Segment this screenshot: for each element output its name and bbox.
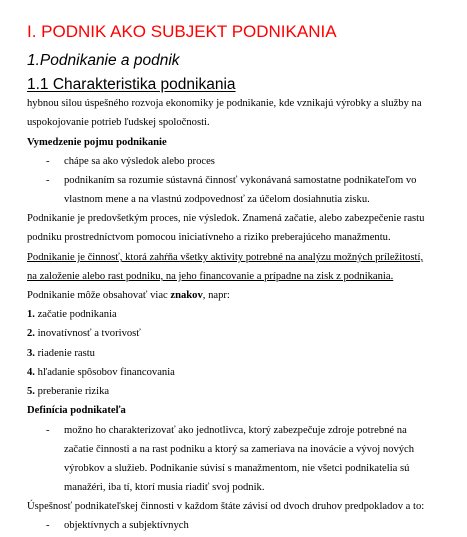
- definicia-heading: Definícia podnikateľa: [27, 405, 126, 416]
- znak-item: 3. riadenie rastu: [27, 348, 95, 359]
- vymedzenie-heading: Vymedzenie pojmu podnikanie: [27, 137, 167, 148]
- definicia-line-2: začatie činnosti a na rast podniku a ktorý sa zameriava na inovácie a vývoj nových: [64, 444, 415, 455]
- znak-item: 5. preberanie rizika: [27, 386, 110, 397]
- proces-line-1: Podnikanie je predovšetkým proces, nie výsledok. Znamená začatie, alebo zabezpečenie rastu: [27, 213, 425, 224]
- bullet-dash: -: [46, 175, 50, 186]
- definicia-line-3: výrobkov a služieb. Podnikanie súvisí s manažmentom, nie všetci podnikatelia sú: [64, 463, 410, 474]
- heading-chapter: I. PODNIK AKO SUBJEKT PODNIKANIA: [27, 22, 337, 41]
- znak-item: 4. hľadanie spôsobov financovania: [27, 367, 175, 378]
- cinnost-line-2: na založenie alebo rast podniku, na jeho financovanie a prípadne na zisk z podnikania.: [27, 271, 394, 282]
- znakov-prefix: Podnikanie môže obsahovať viac: [27, 290, 171, 301]
- vymedzenie-item-2-line-1: podnikaním sa rozumie sústavná činnosť vykonávaná samostatne podnikateľom vo: [64, 175, 417, 186]
- znak-item: 2. inovatívnosť a tvorivosť: [27, 328, 141, 339]
- proces-line-2: podniku prostredníctvom pomocou iniciatívneho a riziko preberajúceho manažmentu.: [27, 232, 391, 243]
- znak-item: 1. začatie podnikania: [27, 309, 117, 320]
- bullet-dash: -: [46, 156, 50, 167]
- definicia-line-4: manažéri, iba tí, ktorí musia riadiť svoj podnik.: [64, 482, 265, 493]
- cinnost-line-1: Podnikanie je činnosť, ktorá zahŕňa všetky aktivity potrebné na analýzu možných príležitostí,: [27, 252, 424, 263]
- definicia-line-1: možno ho charakterizovať ako jednotlivca, ktorý zabezpečuje zdroje potrebné na: [64, 425, 407, 436]
- bullet-dash: -: [46, 520, 50, 531]
- intro-line-1: hybnou silou úspešného rozvoja ekonomiky je podnikanie, kde vznikajú výrobky a služby na: [27, 98, 422, 109]
- heading-section: 1.Podnikanie a podnik: [27, 52, 180, 69]
- intro-line-2: uspokojovanie potrieb ľudskej spoločnosti.: [27, 117, 210, 128]
- heading-subsection: 1.1 Charakteristika podnikania: [27, 76, 236, 93]
- uspesnost-line: Úspešnosť podnikateľskej činnosti v každom štáte závisí od dvoch druhov predpokladov a to:: [27, 501, 425, 512]
- znakov-intro: [27, 289, 230, 303]
- vymedzenie-item-1: chápe sa ako výsledok alebo proces: [64, 156, 215, 167]
- znakov-word: znakov: [170, 290, 203, 301]
- predpoklady-item: objektívnych a subjektívnych: [64, 520, 189, 531]
- znakov-suffix: , napr:: [202, 290, 230, 301]
- vymedzenie-item-2-line-2: vlastnom mene a na vlastnú zodpovednosť za účelom dosiahnutia zisku.: [64, 194, 370, 205]
- bullet-dash: -: [46, 425, 50, 436]
